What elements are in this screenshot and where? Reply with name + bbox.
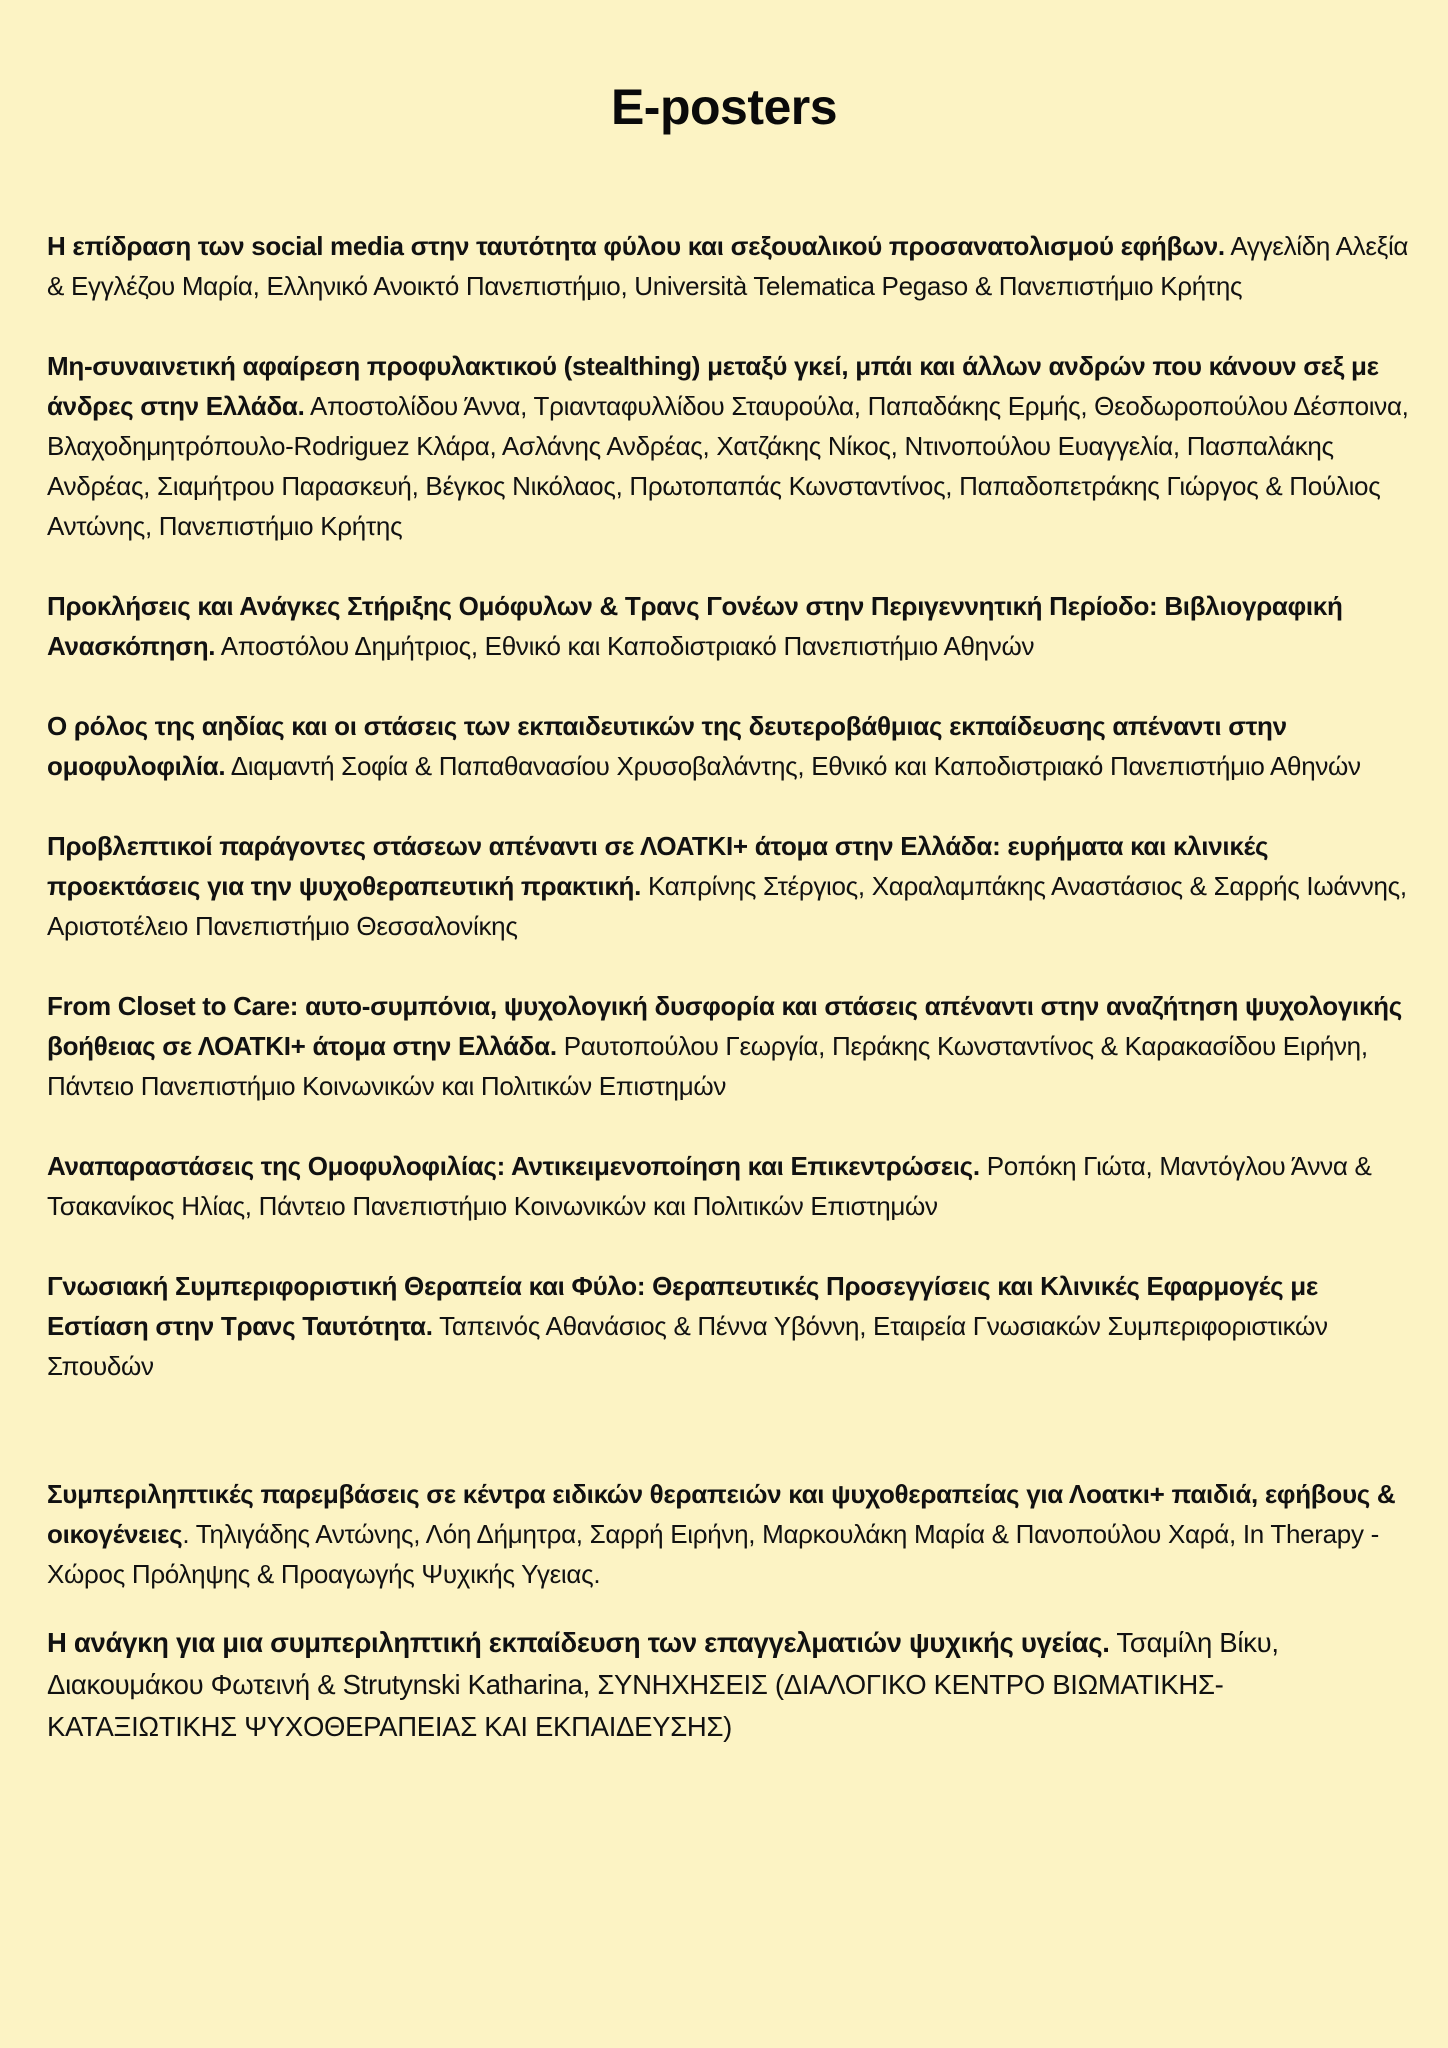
poster-entry [47,986,1409,1106]
poster-title: Ο ρόλος της αηδίας και οι στάσεις των εκπαιδευτικών της δευτεροβάθμιας εκπαίδευσης απέναντι στην ομοφυλοφιλία. [47,711,1287,781]
poster-entry [47,1266,1409,1386]
poster-entry [47,1474,1409,1594]
poster-title: Αναπαραστάσεις της Ομοφυλοφιλίας: Αντικειμενοποίηση και Επικεντρώσεις. [47,1151,980,1181]
poster-title: Συμπεριληπτικές παρεμβάσεις σε κέντρα ειδικών θεραπειών και ψυχοθεραπείας για Λοατκι+ παιδιά, εφήβους & οικογένειες [47,1479,1396,1549]
poster-title: Γνωσιακή Συμπεριφοριστική Θεραπεία και Φύλο: Θεραπευτικές Προσεγγίσεις και Κλινικές Εφαρμογές με Εστίαση στην Τρανς Ταυτότητα. [47,1271,1318,1341]
poster-entry [47,226,1409,306]
poster-authors: Καπρίνης Στέργιος, Χαραλαμπάκης Αναστάσιος & Σαρρής Ιωάννης, Αριστοτέλειο Πανεπιστήμιο Θεσσαλονίκης [47,871,1407,941]
poster-entry [47,346,1409,546]
poster-title: Μη-συναινετική αφαίρεση προφυλακτικού (stealthing) μεταξύ γκεί, μπάι και άλλων ανδρών που κάνουν σεξ με άνδρες στην Ελλάδα. [47,351,1379,421]
poster-list [47,226,1409,1748]
poster-authors: Ραυτοπούλου Γεωργία, Περάκης Κωνσταντίνος & Καρακασίδου Ειρήνη, Πάντειο Πανεπιστήμιο Κοινωνικών και Πολιτικών Επιστημών [47,1031,1368,1101]
page-title: E-posters [610,79,838,135]
poster-authors: Αγγελίδη Αλεξία & Εγγλέζου Μαρία, Ελληνικό Ανοικτό Πανεπιστήμιο, Università Telematica Pegaso & Πανεπιστήμιο Κρήτης [47,231,1409,301]
poster-entry [47,826,1409,946]
poster-entry [47,586,1409,666]
poster-authors: Ροπόκη Γιώτα, Μαντόγλου Άννα & Τσακανίκος Ηλίας, Πάντειο Πανεπιστήμιο Κοινωνικών και Πολιτικών Επιστημών [47,1151,1372,1221]
poster-authors: Ταπεινός Αθανάσιος & Πέννα Υβόννη, Εταιρεία Γνωσιακών Συμπεριφοριστικών Σπουδών [47,1311,1328,1381]
poster-authors: Διαμαντή Σοφία & Παπαθανασίου Χρυσοβαλάντης, Εθνικό και Καποδιστριακό Πανεπιστήμιο Αθηνών [225,751,1361,781]
poster-title: Η επίδραση των social media στην ταυτότητα φύλου και σεξουαλικού προσανατολισμού εφήβων. [47,231,1225,261]
poster-authors: Τσαμίλη Βίκυ, Διακουμάκου Φωτεινή & Strutynski Katharina, ΣΥΝΗΧΗΣΕΙΣ (ΔΙΑΛΟΓΙΚΟ ΚΕΝΤΡΟ ΒΙΩΜΑΤΙΚΗΣ-ΚΑΤΑΞΙΩΤΙΚΗΣ ΨΥΧΟΘΕΡΑΠΕΙΑΣ ΚΑΙ ΕΚΠΑΙΔΕΥΣΗΣ) [47,1627,1279,1742]
poster-authors: Αποστολίδου Άννα, Τριανταφυλλίδου Σταυρούλα, Παπαδάκης Ερμής, Θεοδωροπούλου Δέσποινα, Βλαχοδημητρόπουλο-Rodriguez Κλάρα, Ασλάνης Ανδρέας, Χατζάκης Νίκος, Ντινοπούλου Ευαγγελία, Πασπαλάκης Ανδρέας, Σιαμήτρου Παρασκευή, Βέγκος Νικόλαος, Πρωτοπαπάς Κωνσταντίνος, Παπαδοπετράκης Γιώργος & Πούλιος Αντώνης, Πανεπιστήμιο Κρήτης [47,391,1409,541]
poster-title: Προκλήσεις και Ανάγκες Στήριξης Ομόφυλων & Τρανς Γονέων στην Περιγεννητική Περίοδο: Βιβλιογραφική Ανασκόπηση. [47,591,1343,661]
poster-title: Η ανάγκη για μια συμπεριληπτική εκπαίδευση των επαγγελματιών ψυχικής υγείας. [47,1627,1110,1658]
poster-title: From Closet to Care: αυτο-συμπόνια, ψυχολογική δυσφορία και στάσεις απέναντι στην αναζήτηση ψυχολογικής βοήθειας σε ΛΟΑΤΚΙ+ άτομα στην Ελλάδα. [47,991,1402,1061]
poster-authors: Αποστόλου Δημήτριος, Εθνικό και Καποδιστριακό Πανεπιστήμιο Αθηνών [215,631,1035,661]
poster-entry [47,706,1409,786]
poster-title: Προβλεπτικοί παράγοντες στάσεων απέναντι σε ΛΟΑΤΚΙ+ άτομα στην Ελλάδα: ευρήματα και κλινικές προεκτάσεις για την ψυχοθεραπευτική πρακτική. [47,831,1269,901]
poster-authors: . Τηλιγάδης Αντώνης, Λόη Δήμητρα, Σαρρή Ειρήνη, Μαρκουλάκη Μαρία & Πανοπούλου Χαρά, In Therapy - Χώρος Πρόληψης & Προαγωγής Ψυχικής Υγειας. [47,1519,1379,1589]
poster-entry [47,1622,1409,1748]
poster-entry [47,1146,1409,1226]
